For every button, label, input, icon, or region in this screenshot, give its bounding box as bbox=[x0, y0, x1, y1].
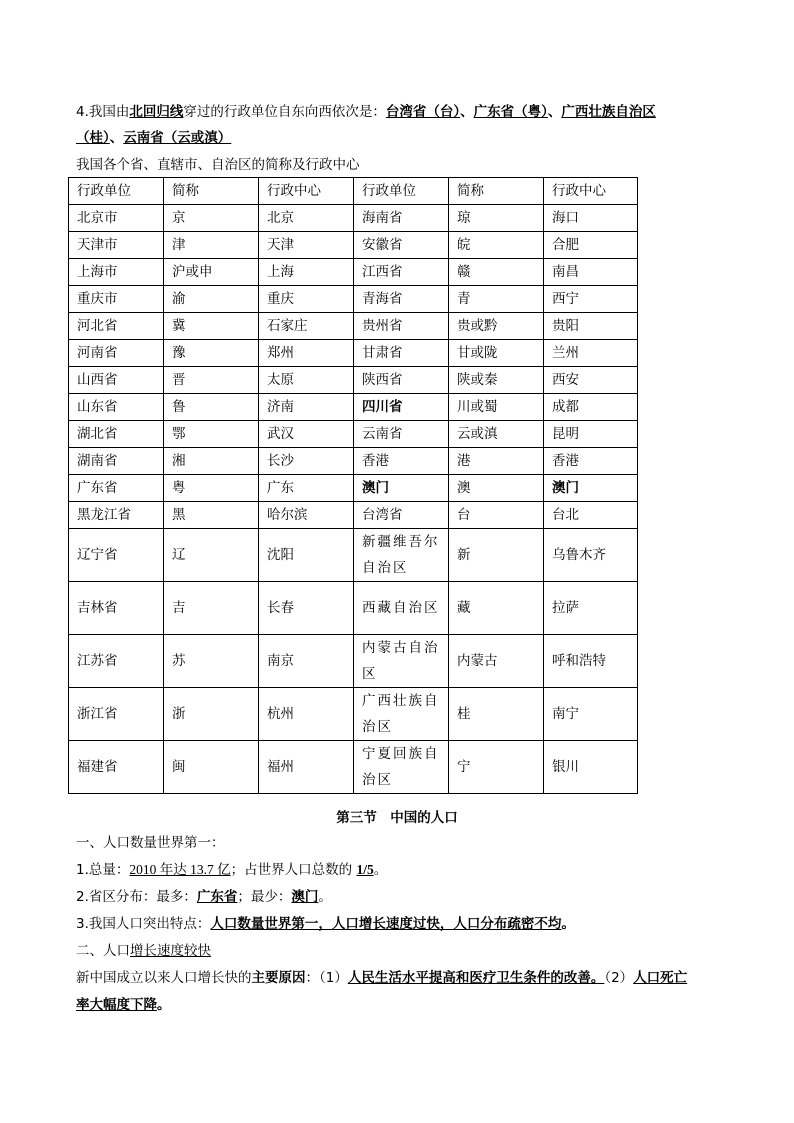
text: 。 bbox=[561, 916, 575, 932]
least-populous-region: 澳门 bbox=[291, 889, 319, 905]
table-cell: 宁夏回族自治区 bbox=[354, 741, 449, 794]
table-cell: 江西省 bbox=[354, 259, 449, 286]
table-cell: 成都 bbox=[544, 394, 638, 421]
table-cell: 长春 bbox=[259, 582, 354, 635]
table-cell: 甘肃省 bbox=[354, 340, 449, 367]
table-row bbox=[69, 394, 638, 421]
table-cell: 石家庄 bbox=[259, 313, 354, 340]
table-cell: 云南省 bbox=[354, 421, 449, 448]
table-row bbox=[69, 529, 638, 582]
regions-table bbox=[68, 177, 638, 794]
table-cell: 琼 bbox=[449, 205, 544, 232]
table-cell: 浙 bbox=[164, 688, 259, 741]
table-cell: 鄂 bbox=[164, 421, 259, 448]
table-cell: 贵或黔 bbox=[449, 313, 544, 340]
province-guangdong: 广东省（粤） bbox=[473, 104, 548, 120]
text: 1.总量： bbox=[76, 862, 130, 878]
table-cell: 甘或陇 bbox=[449, 340, 544, 367]
table-row bbox=[69, 259, 638, 286]
table-row bbox=[69, 582, 638, 635]
table-cell: 海口 bbox=[544, 205, 638, 232]
text: （2） bbox=[604, 970, 634, 986]
table-cell: 哈尔滨 bbox=[259, 502, 354, 529]
table-row bbox=[69, 313, 638, 340]
heading-population-first: 一、人口数量世界第一： bbox=[76, 835, 225, 851]
table-cell: 豫 bbox=[164, 340, 259, 367]
table-cell: 上海 bbox=[259, 259, 354, 286]
text: 。 bbox=[373, 862, 388, 878]
population-features-line bbox=[76, 914, 575, 934]
table-cell: 杭州 bbox=[259, 688, 354, 741]
sep: 、 bbox=[109, 130, 124, 146]
growth-heading-underlined: 增长速度较快 bbox=[130, 943, 211, 959]
table-cell: 湖北省 bbox=[69, 421, 164, 448]
sep: 、 bbox=[460, 104, 474, 120]
table-cell: 西藏自治区 bbox=[354, 582, 449, 635]
table-cell: 山东省 bbox=[69, 394, 164, 421]
point4-prefix: 4.我国由 bbox=[76, 104, 130, 120]
growth-reasons-line-cont bbox=[76, 995, 171, 1015]
table-cell: 西安 bbox=[544, 367, 638, 394]
table-cell: 闽 bbox=[164, 741, 259, 794]
population-share: 1/5 bbox=[356, 862, 374, 877]
table-cell: 济南 bbox=[259, 394, 354, 421]
table-row bbox=[69, 340, 638, 367]
section-title: 第三节 中国的人口 bbox=[336, 810, 458, 826]
text: 2.省区分布：最多： bbox=[76, 889, 197, 905]
table-row bbox=[69, 232, 638, 259]
table-cell: 武汉 bbox=[259, 421, 354, 448]
table-cell: 云或滇 bbox=[449, 421, 544, 448]
text: 新中国成立以来人口增长快的 bbox=[76, 970, 252, 986]
table-cell: 北京 bbox=[259, 205, 354, 232]
table-cell: 南京 bbox=[259, 635, 354, 688]
table-cell: 江苏省 bbox=[69, 635, 164, 688]
table-cell: 内蒙古自治区 bbox=[354, 635, 449, 688]
reason-2-cont: 率大幅度下降 bbox=[76, 997, 157, 1013]
table-cell: 青海省 bbox=[354, 286, 449, 313]
table-cell: 津 bbox=[164, 232, 259, 259]
table-cell: 沪或申 bbox=[164, 259, 259, 286]
table-cell: 晋 bbox=[164, 367, 259, 394]
table-cell: 南昌 bbox=[544, 259, 638, 286]
table-cell: 台湾省 bbox=[354, 502, 449, 529]
table-cell: 冀 bbox=[164, 313, 259, 340]
table-cell: 辽 bbox=[164, 529, 259, 582]
table-cell: 呼和浩特 bbox=[544, 635, 638, 688]
table-cell: 福州 bbox=[259, 741, 354, 794]
table-caption: 我国各个省、直辖市、自治区的简称及行政中心 bbox=[76, 157, 360, 173]
reason-1: 人民生活水平提高和医疗卫生条件的改善。 bbox=[347, 970, 605, 986]
table-cell: 长沙 bbox=[259, 448, 354, 475]
table-cell: 海南省 bbox=[354, 205, 449, 232]
most-populous-province: 广东省 bbox=[196, 889, 238, 905]
heading-growth bbox=[76, 941, 211, 961]
table-cell: 广东 bbox=[259, 475, 354, 502]
table-row bbox=[69, 688, 638, 741]
table-cell: 香港 bbox=[354, 448, 449, 475]
growth-reasons-line bbox=[76, 968, 687, 988]
tropic-name: 北回归线 bbox=[129, 104, 184, 120]
table-cell: 拉萨 bbox=[544, 582, 638, 635]
province-guangxi-abbr: （桂） bbox=[76, 130, 110, 146]
table-cell: 黑 bbox=[164, 502, 259, 529]
table-cell: 河北省 bbox=[69, 313, 164, 340]
table-cell: 内蒙古 bbox=[449, 635, 544, 688]
text: 。 bbox=[318, 889, 332, 905]
table-cell: 四川省 bbox=[354, 394, 449, 421]
reason-2: 人口死亡 bbox=[633, 970, 688, 986]
table-cell: 兰州 bbox=[544, 340, 638, 367]
table-cell: 贵州省 bbox=[354, 313, 449, 340]
table-cell: 港 bbox=[449, 448, 544, 475]
table-cell: 银川 bbox=[544, 741, 638, 794]
table-cell: 陕或秦 bbox=[449, 367, 544, 394]
text: ；占世界人口总数的 bbox=[230, 862, 357, 878]
table-cell: 湘 bbox=[164, 448, 259, 475]
main-reasons-label: 主要原因 bbox=[251, 970, 306, 986]
sep: 、 bbox=[547, 104, 562, 120]
table-cell: 湖南省 bbox=[69, 448, 164, 475]
table-cell: 广东省 bbox=[69, 475, 164, 502]
table-cell: 贵阳 bbox=[544, 313, 638, 340]
header-cell: 简称 bbox=[164, 178, 259, 205]
header-cell: 行政中心 bbox=[544, 178, 638, 205]
table-cell: 南宁 bbox=[544, 688, 638, 741]
table-row bbox=[69, 421, 638, 448]
tropic-line-paragraph-cont bbox=[76, 128, 231, 148]
table-cell: 川或蜀 bbox=[449, 394, 544, 421]
table-cell: 澳 bbox=[449, 475, 544, 502]
population-features: 人口数量世界第一，人口增长速度过快，人口分布疏密不均 bbox=[210, 916, 562, 932]
table-cell: 广西壮族自治区 bbox=[354, 688, 449, 741]
table-cell: 福建省 bbox=[69, 741, 164, 794]
province-distribution-line bbox=[76, 887, 332, 907]
table-cell: 陕西省 bbox=[354, 367, 449, 394]
table-cell: 赣 bbox=[449, 259, 544, 286]
table-cell: 台北 bbox=[544, 502, 638, 529]
table-cell: 桂 bbox=[449, 688, 544, 741]
table-cell: 合肥 bbox=[544, 232, 638, 259]
table-cell: 吉 bbox=[164, 582, 259, 635]
table-cell: 天津市 bbox=[69, 232, 164, 259]
province-yunnan: 云南省（云或滇） bbox=[123, 130, 232, 146]
table-cell: 渝 bbox=[164, 286, 259, 313]
table-cell: 粤 bbox=[164, 475, 259, 502]
table-row bbox=[69, 502, 638, 529]
point4-mid: 穿过的行政单位自东向西依次是： bbox=[183, 104, 386, 120]
table-cell: 鲁 bbox=[164, 394, 259, 421]
table-cell: 沈阳 bbox=[259, 529, 354, 582]
total-population-line bbox=[76, 860, 387, 880]
table-cell: 澳门 bbox=[354, 475, 449, 502]
table-row bbox=[69, 635, 638, 688]
table-cell: 太原 bbox=[259, 367, 354, 394]
table-row bbox=[69, 286, 638, 313]
province-taiwan: 台湾省（台） bbox=[385, 104, 461, 120]
population-total: 2010 年达 13.7 亿 bbox=[129, 862, 231, 877]
table-cell: 浙江省 bbox=[69, 688, 164, 741]
table-cell: 上海市 bbox=[69, 259, 164, 286]
table-header-row bbox=[69, 178, 638, 205]
table-cell: 台 bbox=[449, 502, 544, 529]
table-cell: 新 bbox=[449, 529, 544, 582]
header-cell: 行政单位 bbox=[354, 178, 449, 205]
table-cell: 辽宁省 bbox=[69, 529, 164, 582]
table-cell: 安徽省 bbox=[354, 232, 449, 259]
table-cell: 河南省 bbox=[69, 340, 164, 367]
table-row bbox=[69, 367, 638, 394]
table-row bbox=[69, 448, 638, 475]
table-cell: 昆明 bbox=[544, 421, 638, 448]
table-cell: 澳门 bbox=[544, 475, 638, 502]
table-cell: 香港 bbox=[544, 448, 638, 475]
province-guangxi: 广西壮族自治区 bbox=[561, 104, 656, 120]
table-cell: 新疆维吾尔自治区 bbox=[354, 529, 449, 582]
table-cell: 重庆市 bbox=[69, 286, 164, 313]
table-cell: 苏 bbox=[164, 635, 259, 688]
tropic-line-paragraph bbox=[76, 102, 656, 122]
table-cell: 乌鲁木齐 bbox=[544, 529, 638, 582]
table-cell: 黑龙江省 bbox=[69, 502, 164, 529]
table-cell: 藏 bbox=[449, 582, 544, 635]
table-cell: 皖 bbox=[449, 232, 544, 259]
table-cell: 重庆 bbox=[259, 286, 354, 313]
table-row bbox=[69, 475, 638, 502]
table-cell: 京 bbox=[164, 205, 259, 232]
header-cell: 行政中心 bbox=[259, 178, 354, 205]
text: 。 bbox=[157, 997, 171, 1013]
table-row bbox=[69, 205, 638, 232]
text: ；最少： bbox=[237, 889, 292, 905]
table-cell: 郑州 bbox=[259, 340, 354, 367]
table-cell: 西宁 bbox=[544, 286, 638, 313]
table-cell: 山西省 bbox=[69, 367, 164, 394]
table-cell: 北京市 bbox=[69, 205, 164, 232]
text: 3.我国人口突出特点： bbox=[76, 916, 211, 932]
header-cell: 行政单位 bbox=[69, 178, 164, 205]
table-cell: 吉林省 bbox=[69, 582, 164, 635]
table-cell: 天津 bbox=[259, 232, 354, 259]
text: 二、人口 bbox=[76, 943, 130, 959]
table-cell: 青 bbox=[449, 286, 544, 313]
header-cell: 简称 bbox=[449, 178, 544, 205]
table-row bbox=[69, 741, 638, 794]
text: ：（1） bbox=[305, 970, 348, 986]
table-cell: 宁 bbox=[449, 741, 544, 794]
